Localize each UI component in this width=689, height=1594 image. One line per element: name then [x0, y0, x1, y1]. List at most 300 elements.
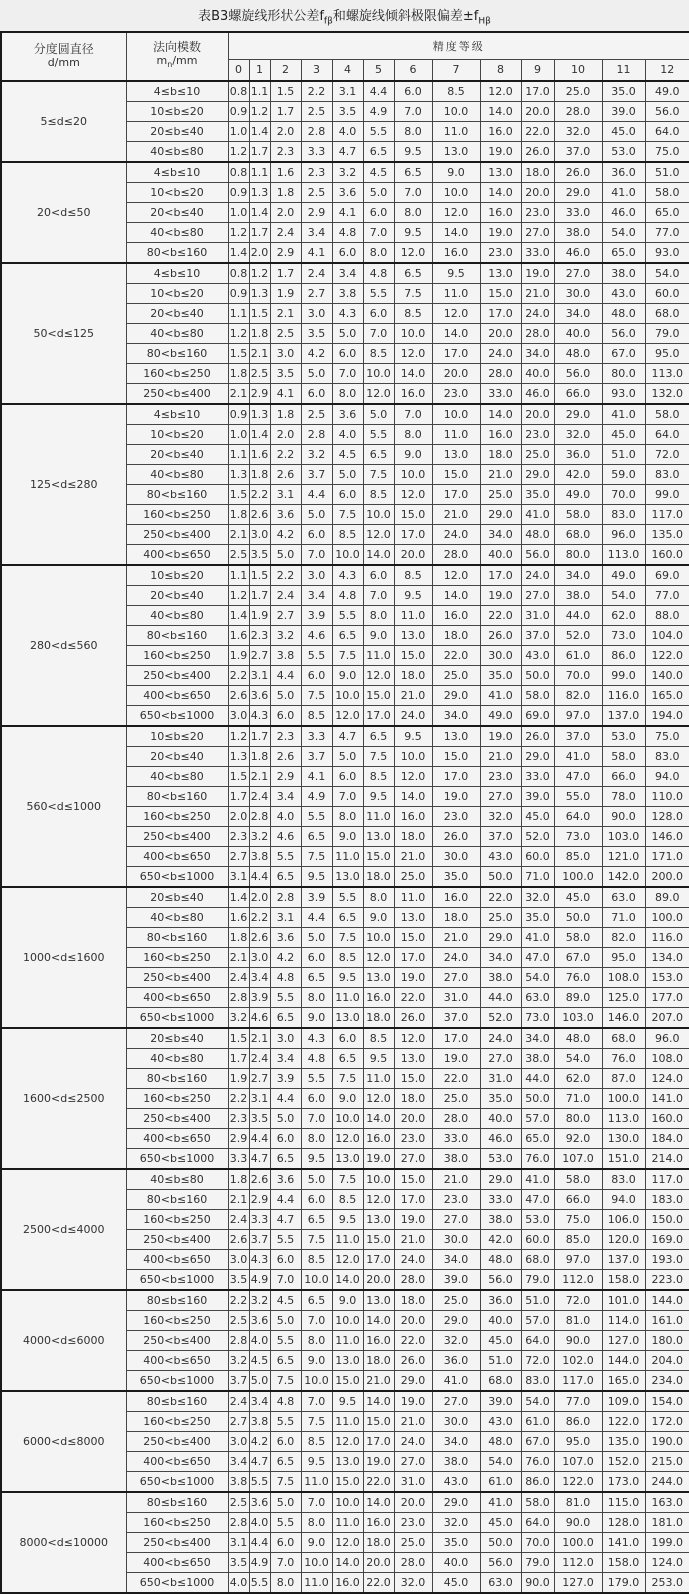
value-cell: 83.0	[521, 1370, 554, 1391]
value-cell: 47.0	[554, 766, 602, 786]
value-cell: 6.0	[301, 665, 332, 685]
header-row-top	[1, 32, 689, 60]
value-cell: 3.1	[270, 907, 301, 927]
value-cell: 12.0	[332, 1532, 363, 1552]
value-cell: 122.0	[645, 645, 689, 665]
value-cell: 11.0	[332, 987, 363, 1007]
value-cell: 13.0	[332, 866, 363, 887]
module-range-cell: 250<b≤400	[126, 383, 228, 404]
value-cell: 29.0	[521, 746, 554, 766]
value-cell: 5.5	[332, 605, 363, 625]
value-cell: 35.0	[521, 484, 554, 504]
value-cell: 146.0	[602, 1007, 645, 1028]
value-cell: 58.0	[521, 685, 554, 705]
value-cell: 34.0	[521, 343, 554, 363]
value-cell: 4.2	[249, 1431, 270, 1451]
value-cell: 194.0	[645, 705, 689, 726]
value-cell: 112.0	[554, 1269, 602, 1290]
value-cell: 27.0	[480, 1048, 521, 1068]
value-cell: 1.8	[228, 927, 249, 947]
module-range-cell: 80<b≤160	[126, 1189, 228, 1209]
value-cell: 12.0	[363, 1189, 394, 1209]
value-cell: 3.1	[332, 81, 363, 102]
value-cell: 9.0	[394, 444, 432, 464]
value-cell: 22.0	[521, 121, 554, 141]
value-cell: 34.0	[432, 1431, 480, 1451]
value-cell: 28.0	[394, 1269, 432, 1290]
value-cell: 5.0	[301, 1169, 332, 1190]
value-cell: 17.0	[394, 947, 432, 967]
value-cell: 19.0	[363, 1451, 394, 1471]
value-cell: 101.0	[602, 1290, 645, 1311]
value-cell: 31.0	[480, 1068, 521, 1088]
value-cell: 6.5	[301, 967, 332, 987]
value-cell: 9.0	[332, 1088, 363, 1108]
value-cell: 38.0	[521, 1048, 554, 1068]
value-cell: 13.0	[363, 826, 394, 846]
value-cell: 17.0	[363, 1249, 394, 1269]
value-cell: 12.0	[332, 1128, 363, 1148]
value-cell: 10.0	[301, 1370, 332, 1391]
value-cell: 52.0	[554, 625, 602, 645]
value-cell: 11.0	[432, 121, 480, 141]
value-cell: 27.0	[480, 786, 521, 806]
value-cell: 26.0	[432, 826, 480, 846]
value-cell: 253.0	[645, 1572, 689, 1593]
grade-header-cell: 2	[270, 59, 301, 81]
value-cell: 2.8	[301, 121, 332, 141]
value-cell: 128.0	[645, 806, 689, 826]
value-cell: 16.0	[432, 242, 480, 263]
value-cell: 17.0	[432, 484, 480, 504]
module-range-cell: 40≤b≤80	[126, 1169, 228, 1190]
module-range-cell: 20<b≤40	[126, 444, 228, 464]
value-cell: 38.0	[602, 263, 645, 284]
value-cell: 3.8	[332, 283, 363, 303]
value-cell: 27.0	[432, 1209, 480, 1229]
module-range-cell: 650<b≤1000	[126, 1007, 228, 1028]
value-cell: 45.0	[480, 1330, 521, 1350]
value-cell: 2.5	[228, 1492, 249, 1513]
value-cell: 4.0	[270, 806, 301, 826]
value-cell: 9.5	[301, 1451, 332, 1471]
value-cell: 60.0	[645, 283, 689, 303]
value-cell: 65.0	[521, 1128, 554, 1148]
value-cell: 51.0	[645, 162, 689, 183]
value-cell: 3.6	[332, 404, 363, 425]
value-cell: 61.0	[554, 645, 602, 665]
value-cell: 15.0	[432, 464, 480, 484]
value-cell: 64.0	[645, 424, 689, 444]
value-cell: 64.0	[521, 1330, 554, 1350]
value-cell: 6.5	[301, 1209, 332, 1229]
value-cell: 25.0	[432, 665, 480, 685]
value-cell: 190.0	[645, 1431, 689, 1451]
value-cell: 54.0	[521, 967, 554, 987]
value-cell: 3.2	[332, 162, 363, 183]
value-cell: 25.0	[521, 444, 554, 464]
value-cell: 2.0	[228, 806, 249, 826]
value-cell: 16.0	[432, 605, 480, 625]
value-cell: 38.0	[432, 1148, 480, 1169]
value-cell: 54.0	[602, 222, 645, 242]
value-cell: 3.4	[332, 263, 363, 284]
value-cell: 15.0	[394, 1169, 432, 1190]
table-row	[1, 404, 689, 425]
value-cell: 87.0	[602, 1068, 645, 1088]
value-cell: 3.0	[301, 303, 332, 323]
value-cell: 88.0	[645, 605, 689, 625]
value-cell: 38.0	[554, 585, 602, 605]
value-cell: 75.0	[645, 726, 689, 747]
value-cell: 77.0	[554, 1391, 602, 1412]
value-cell: 18.0	[363, 1350, 394, 1370]
value-cell: 16.0	[480, 202, 521, 222]
value-cell: 6.0	[270, 705, 301, 726]
value-cell: 2.1	[249, 1028, 270, 1049]
value-cell: 3.8	[270, 645, 301, 665]
value-cell: 15.0	[394, 504, 432, 524]
module-range-cell: 160<b≤250	[126, 504, 228, 524]
value-cell: 24.0	[432, 524, 480, 544]
value-cell: 135.0	[602, 1431, 645, 1451]
value-cell: 3.4	[301, 585, 332, 605]
value-cell: 33.0	[521, 766, 554, 786]
value-cell: 12.0	[432, 565, 480, 586]
value-cell: 23.0	[394, 1128, 432, 1148]
module-range-cell: 160<b≤250	[126, 806, 228, 826]
value-cell: 2.4	[301, 263, 332, 284]
value-cell: 20.0	[394, 1492, 432, 1513]
value-cell: 2.4	[228, 967, 249, 987]
value-cell: 20.0	[432, 363, 480, 383]
value-cell: 54.0	[554, 1048, 602, 1068]
value-cell: 33.0	[554, 202, 602, 222]
value-cell: 83.0	[602, 504, 645, 524]
value-cell: 1.8	[270, 404, 301, 425]
value-cell: 4.0	[228, 1572, 249, 1593]
value-cell: 5.5	[332, 887, 363, 908]
value-cell: 1.8	[228, 363, 249, 383]
value-cell: 24.0	[521, 565, 554, 586]
module-range-cell: 80<b≤160	[126, 484, 228, 504]
value-cell: 99.0	[602, 665, 645, 685]
value-cell: 95.0	[554, 1431, 602, 1451]
value-cell: 41.0	[602, 404, 645, 425]
value-cell: 1.4	[228, 242, 249, 263]
value-cell: 1.6	[228, 907, 249, 927]
value-cell: 45.0	[480, 1512, 521, 1532]
value-cell: 50.0	[521, 665, 554, 685]
value-cell: 4.9	[363, 101, 394, 121]
value-cell: 5.5	[270, 987, 301, 1007]
diameter-range-cell: 1600<d≤2500	[1, 1028, 126, 1169]
module-range-cell: 10≤b≤20	[126, 726, 228, 747]
module-range-cell: 40<b≤80	[126, 1048, 228, 1068]
value-cell: 58.0	[554, 927, 602, 947]
value-cell: 100.0	[554, 1532, 602, 1552]
value-cell: 9.0	[432, 162, 480, 183]
value-cell: 46.0	[602, 202, 645, 222]
value-cell: 35.0	[432, 1532, 480, 1552]
value-cell: 5.5	[363, 424, 394, 444]
value-cell: 70.0	[602, 484, 645, 504]
module-range-cell: 10<b≤20	[126, 424, 228, 444]
value-cell: 7.0	[301, 544, 332, 565]
value-cell: 29.0	[394, 1370, 432, 1391]
module-range-cell: 160<b≤250	[126, 645, 228, 665]
value-cell: 3.3	[301, 141, 332, 162]
value-cell: 56.0	[521, 544, 554, 565]
value-cell: 29.0	[554, 182, 602, 202]
value-cell: 7.0	[394, 404, 432, 425]
value-cell: 89.0	[645, 887, 689, 908]
value-cell: 4.1	[332, 202, 363, 222]
value-cell: 8.0	[394, 121, 432, 141]
value-cell: 83.0	[645, 464, 689, 484]
value-cell: 24.0	[394, 1249, 432, 1269]
value-cell: 18.0	[363, 1007, 394, 1028]
value-cell: 13.0	[394, 907, 432, 927]
value-cell: 29.0	[554, 404, 602, 425]
value-cell: 11.0	[301, 1471, 332, 1492]
table-row	[1, 162, 689, 183]
value-cell: 43.0	[521, 645, 554, 665]
value-cell: 0.9	[228, 283, 249, 303]
value-cell: 39.0	[602, 101, 645, 121]
value-cell: 83.0	[645, 746, 689, 766]
grade-header-cell: 1	[249, 59, 270, 81]
value-cell: 19.0	[394, 1209, 432, 1229]
value-cell: 180.0	[645, 1330, 689, 1350]
module-range-cell: 400<b≤650	[126, 1128, 228, 1148]
value-cell: 1.8	[249, 464, 270, 484]
value-cell: 171.0	[645, 846, 689, 866]
value-cell: 28.0	[554, 101, 602, 121]
value-cell: 4.8	[363, 263, 394, 284]
value-cell: 31.0	[432, 987, 480, 1007]
value-cell: 1.5	[270, 81, 301, 102]
table-row	[1, 726, 689, 747]
value-cell: 12.0	[394, 766, 432, 786]
value-cell: 2.4	[249, 1048, 270, 1068]
value-cell: 27.0	[394, 1451, 432, 1471]
value-cell: 23.0	[432, 806, 480, 826]
module-range-cell: 4≤b≤10	[126, 162, 228, 183]
module-range-cell: 400<b≤650	[126, 685, 228, 705]
value-cell: 14.0	[480, 182, 521, 202]
value-cell: 1.9	[228, 1068, 249, 1088]
value-cell: 1.3	[249, 404, 270, 425]
value-cell: 53.0	[480, 1148, 521, 1169]
value-cell: 8.5	[394, 303, 432, 323]
value-cell: 21.0	[394, 685, 432, 705]
value-cell: 58.0	[602, 746, 645, 766]
value-cell: 7.5	[301, 1411, 332, 1431]
value-cell: 112.0	[554, 1552, 602, 1572]
module-range-cell: 160<b≤250	[126, 1088, 228, 1108]
value-cell: 1.8	[228, 504, 249, 524]
value-cell: 2.1	[249, 766, 270, 786]
value-cell: 30.0	[480, 645, 521, 665]
value-cell: 11.0	[394, 887, 432, 908]
value-cell: 75.0	[554, 1209, 602, 1229]
value-cell: 34.0	[480, 947, 521, 967]
value-cell: 140.0	[645, 665, 689, 685]
value-cell: 14.0	[332, 1269, 363, 1290]
value-cell: 6.0	[332, 1028, 363, 1049]
value-cell: 234.0	[645, 1370, 689, 1391]
value-cell: 4.2	[270, 524, 301, 544]
table-row	[1, 81, 689, 102]
value-cell: 18.0	[363, 1532, 394, 1552]
value-cell: 3.4	[270, 1048, 301, 1068]
value-cell: 2.9	[249, 383, 270, 404]
value-cell: 18.0	[480, 444, 521, 464]
value-cell: 158.0	[602, 1552, 645, 1572]
value-cell: 64.0	[521, 1512, 554, 1532]
module-range-cell: 80≤b≤160	[126, 1391, 228, 1412]
value-cell: 37.0	[554, 141, 602, 162]
value-cell: 12.0	[394, 343, 432, 363]
value-cell: 55.0	[554, 786, 602, 806]
value-cell: 8.0	[301, 1330, 332, 1350]
value-cell: 103.0	[554, 1007, 602, 1028]
value-cell: 24.0	[432, 947, 480, 967]
value-cell: 244.0	[645, 1471, 689, 1492]
value-cell: 80.0	[554, 1108, 602, 1128]
value-cell: 93.0	[645, 242, 689, 263]
value-cell: 27.0	[394, 1148, 432, 1169]
value-cell: 5.0	[301, 504, 332, 524]
value-cell: 2.7	[249, 1068, 270, 1088]
module-range-cell: 250<b≤400	[126, 1431, 228, 1451]
value-cell: 2.4	[249, 786, 270, 806]
module-range-cell: 400<b≤650	[126, 846, 228, 866]
value-cell: 2.5	[228, 544, 249, 565]
value-cell: 169.0	[645, 1229, 689, 1249]
value-cell: 199.0	[645, 1532, 689, 1552]
value-cell: 4.8	[301, 1048, 332, 1068]
value-cell: 6.0	[270, 1431, 301, 1451]
value-cell: 6.5	[301, 826, 332, 846]
value-cell: 117.0	[554, 1370, 602, 1391]
value-cell: 3.7	[228, 1370, 249, 1391]
value-cell: 22.0	[363, 1572, 394, 1593]
value-cell: 3.3	[228, 1148, 249, 1169]
value-cell: 82.0	[554, 685, 602, 705]
value-cell: 68.0	[645, 303, 689, 323]
value-cell: 79.0	[521, 1552, 554, 1572]
value-cell: 14.0	[363, 1391, 394, 1412]
value-cell: 134.0	[645, 947, 689, 967]
value-cell: 2.4	[228, 1391, 249, 1412]
value-cell: 65.0	[645, 202, 689, 222]
value-cell: 2.3	[228, 826, 249, 846]
value-cell: 22.0	[394, 1330, 432, 1350]
value-cell: 10.0	[332, 685, 363, 705]
grade-header-cell: 10	[554, 59, 602, 81]
value-cell: 11.0	[301, 1572, 332, 1593]
value-cell: 79.0	[521, 1269, 554, 1290]
value-cell: 10.0	[432, 101, 480, 121]
value-cell: 12.0	[363, 947, 394, 967]
value-cell: 6.0	[332, 343, 363, 363]
value-cell: 52.0	[480, 1007, 521, 1028]
value-cell: 12.0	[432, 202, 480, 222]
value-cell: 1.3	[249, 283, 270, 303]
value-cell: 49.0	[645, 81, 689, 102]
title-subscript-1: fβ	[323, 16, 333, 27]
value-cell: 8.0	[301, 987, 332, 1007]
value-cell: 73.0	[554, 826, 602, 846]
value-cell: 1.2	[228, 323, 249, 343]
value-cell: 1.9	[270, 283, 301, 303]
value-cell: 48.0	[521, 524, 554, 544]
value-cell: 43.0	[602, 283, 645, 303]
header-pitch-diameter	[1, 32, 126, 81]
value-cell: 3.0	[270, 1028, 301, 1049]
value-cell: 4.5	[249, 1350, 270, 1370]
value-cell: 4.0	[332, 121, 363, 141]
value-cell: 2.2	[249, 907, 270, 927]
value-cell: 94.0	[602, 1189, 645, 1209]
value-cell: 75.0	[645, 141, 689, 162]
value-cell: 2.9	[270, 242, 301, 263]
value-cell: 43.0	[432, 1471, 480, 1492]
value-cell: 93.0	[602, 383, 645, 404]
value-cell: 3.4	[228, 1451, 249, 1471]
value-cell: 67.0	[554, 947, 602, 967]
value-cell: 1.3	[249, 182, 270, 202]
value-cell: 10.0	[332, 1492, 363, 1513]
value-cell: 13.0	[363, 1290, 394, 1311]
value-cell: 24.0	[394, 1431, 432, 1451]
value-cell: 7.0	[301, 1391, 332, 1412]
module-range-cell: 40<b≤80	[126, 766, 228, 786]
value-cell: 86.0	[521, 1471, 554, 1492]
value-cell: 82.0	[602, 927, 645, 947]
value-cell: 6.0	[301, 1088, 332, 1108]
value-cell: 4.0	[332, 424, 363, 444]
value-cell: 32.0	[394, 1572, 432, 1593]
value-cell: 3.6	[270, 504, 301, 524]
value-cell: 48.0	[480, 1249, 521, 1269]
value-cell: 10.0	[363, 927, 394, 947]
value-cell: 4.4	[301, 484, 332, 504]
value-cell: 36.0	[602, 162, 645, 183]
value-cell: 181.0	[645, 1512, 689, 1532]
value-cell: 11.0	[363, 1068, 394, 1088]
value-cell: 1.7	[228, 786, 249, 806]
value-cell: 2.2	[301, 81, 332, 102]
value-cell: 21.0	[363, 1370, 394, 1391]
value-cell: 18.0	[394, 1088, 432, 1108]
module-range-cell: 10≤b≤20	[126, 101, 228, 121]
value-cell: 10.0	[301, 1552, 332, 1572]
value-cell: 8.0	[270, 1572, 301, 1593]
value-cell: 11.0	[332, 846, 363, 866]
value-cell: 1.2	[228, 585, 249, 605]
value-cell: 4.4	[249, 1532, 270, 1552]
value-cell: 68.0	[602, 1028, 645, 1049]
table-title	[0, 0, 689, 31]
value-cell: 36.0	[480, 1290, 521, 1311]
module-range-cell: 10<b≤20	[126, 182, 228, 202]
value-cell: 9.5	[394, 585, 432, 605]
value-cell: 29.0	[432, 1492, 480, 1513]
value-cell: 204.0	[645, 1350, 689, 1370]
